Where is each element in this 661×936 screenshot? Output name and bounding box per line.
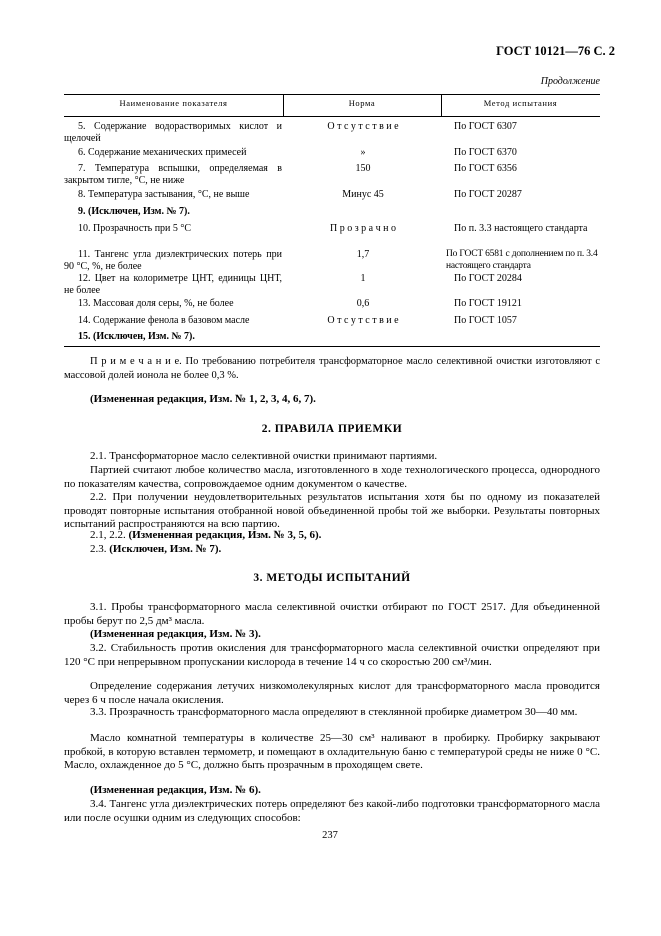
paragraph: Определение содержания летучих низкомолекулярных кислот для трансформаторного масла проводится через 6 ч после начала окисления. xyxy=(64,680,600,706)
table-row-name: 12. Цвет на колориметре ЦНТ, единицы ЦНТ, не более xyxy=(64,273,282,296)
paragraph: 3.2. Стабильность против окисления для трансформаторного масла селективной очистки определяют при 120 °С при непрерывном пропускании кислорода в течение 14 ч со скоростью 200 см³/мин. xyxy=(64,642,600,668)
table-row-method: По п. 3.3 настоящего стандарта xyxy=(454,223,588,234)
paragraph: 2.3. (Исключен, Изм. № 7). xyxy=(90,543,222,555)
table-note: П р и м е ч а н и е. По требованию потребителя трансформаторное масло селективной очистки изготовляют с массовой долей ионола не более 0,3 %. xyxy=(64,356,600,381)
table-row-norm: 1,7 xyxy=(356,249,370,260)
table-row-name: 10. Прозрачность при 5 °С xyxy=(78,223,192,234)
table-row-method: По ГОСТ 19121 xyxy=(454,298,522,309)
table-row-method: По ГОСТ 6307 xyxy=(454,121,517,132)
paragraph: Масло комнатной температуры в количестве 25—30 см³ наливают в пробирку. Пробирку закрывают пробкой, в которую вставлен термометр, и помещают в охладительную баню с температурой среды не ниже 0 °С. Масло, охлажденное до 5 °С, должно быть прозрачным в проходящем свете. xyxy=(64,732,600,772)
table-row-name: 15. (Исключен, Изм. № 7). xyxy=(78,331,195,342)
edit-note: (Измененная редакция, Изм. № 6). xyxy=(90,784,261,796)
table-top-rule xyxy=(64,94,600,95)
table-row-name: 9. (Исключен, Изм. № 7). xyxy=(78,206,190,217)
paragraph: 2.1. Трансформаторное масло селективной очистки принимают партиями. xyxy=(90,450,438,462)
edit-note: (Измененная редакция, Изм. № 1, 2, 3, 4, 6, 7). xyxy=(90,393,316,405)
table-row-norm: П р о з р а ч н о xyxy=(330,223,396,234)
continuation-label: Продолжение xyxy=(540,76,600,87)
table-row-method: По ГОСТ 6581 с дополнением по п. 3.4 настоящего стандарта xyxy=(446,249,598,271)
table-row-name: 8. Температура застывания, °С, не выше xyxy=(78,189,250,200)
table-row-norm: 1 xyxy=(360,273,366,284)
table-header-rule xyxy=(64,116,600,117)
table-header-method: Метод испытания xyxy=(483,98,558,108)
table-row-norm: 150 xyxy=(355,163,371,174)
section-title: 3. МЕТОДЫ ИСПЫТАНИЙ xyxy=(253,572,411,584)
paragraph: 2.1, 2.2. (Измененная редакция, Изм. № 3, 5, 6). xyxy=(90,529,322,541)
paragraph: 3.1. Пробы трансформаторного масла селективной очистки отбирают по ГОСТ 2517. Для объединенной пробы берут по 2,5 дм³ масла. xyxy=(64,601,600,627)
paragraph: 3.4. Тангенс угла диэлектрических потерь определяют без какой-либо подготовки трансформаторного масла или после осушки одним из следующих способов: xyxy=(64,798,600,824)
edit-note: (Измененная редакция, Изм. № 3). xyxy=(90,628,261,640)
table-row-norm: О т с у т с т в и е xyxy=(327,121,399,132)
table-row-norm: 0,6 xyxy=(356,298,370,309)
table-header-name: Наименование показателя xyxy=(119,98,228,108)
table-row-method: По ГОСТ 6370 xyxy=(454,147,517,158)
table-row-norm: О т с у т с т в и е xyxy=(327,315,399,326)
table-row-name: 7. Температура вспышки, определяемая в закрытом тигле, °С, не ниже xyxy=(64,163,282,186)
table-row-method: По ГОСТ 1057 xyxy=(454,315,517,326)
table-row-method: По ГОСТ 20284 xyxy=(454,273,522,284)
paragraph: Партией считают любое количество масла, изготовленного в ходе технологического процесса, однородного по показателям качества, сопровождаемое одним документом о качестве. xyxy=(64,464,600,490)
table-bottom-rule xyxy=(64,346,600,347)
table-row-method: По ГОСТ 6356 xyxy=(454,163,517,174)
section-title: 2. ПРАВИЛА ПРИЕМКИ xyxy=(261,423,403,435)
page-header: ГОСТ 10121—76 С. 2 xyxy=(496,44,615,58)
table-row-name: 5. Содержание водорастворимых кислот и щелочей xyxy=(64,121,282,144)
table-row-norm: Минус 45 xyxy=(342,189,384,200)
table-row-name: 14. Содержание фенола в базовом масле xyxy=(78,315,250,326)
table-header-norm: Норма xyxy=(348,98,376,108)
paragraph: 3.3. Прозрачность трансформаторного масла определяют в стеклянной пробирке диаметром 30—40 мм. xyxy=(90,706,578,718)
page-number: 237 xyxy=(322,830,338,841)
table-row-name: 13. Массовая доля серы, %, не более xyxy=(78,298,234,309)
table-row-norm: » xyxy=(360,147,366,158)
paragraph: 2.2. При получении неудовлетворительных результатов испытания хотя бы по одному из показателей проводят повторные испытания отобранной новой объединенной пробы той же выборки. Результаты повторных испытаний распространяются на всю партию. xyxy=(64,491,600,531)
table-row-name: 11. Тангенс угла диэлектрических потерь при 90 °С, %, не более xyxy=(64,249,282,272)
table-row-method: По ГОСТ 20287 xyxy=(454,189,522,200)
table-row-name: 6. Содержание механических примесей xyxy=(78,147,247,158)
